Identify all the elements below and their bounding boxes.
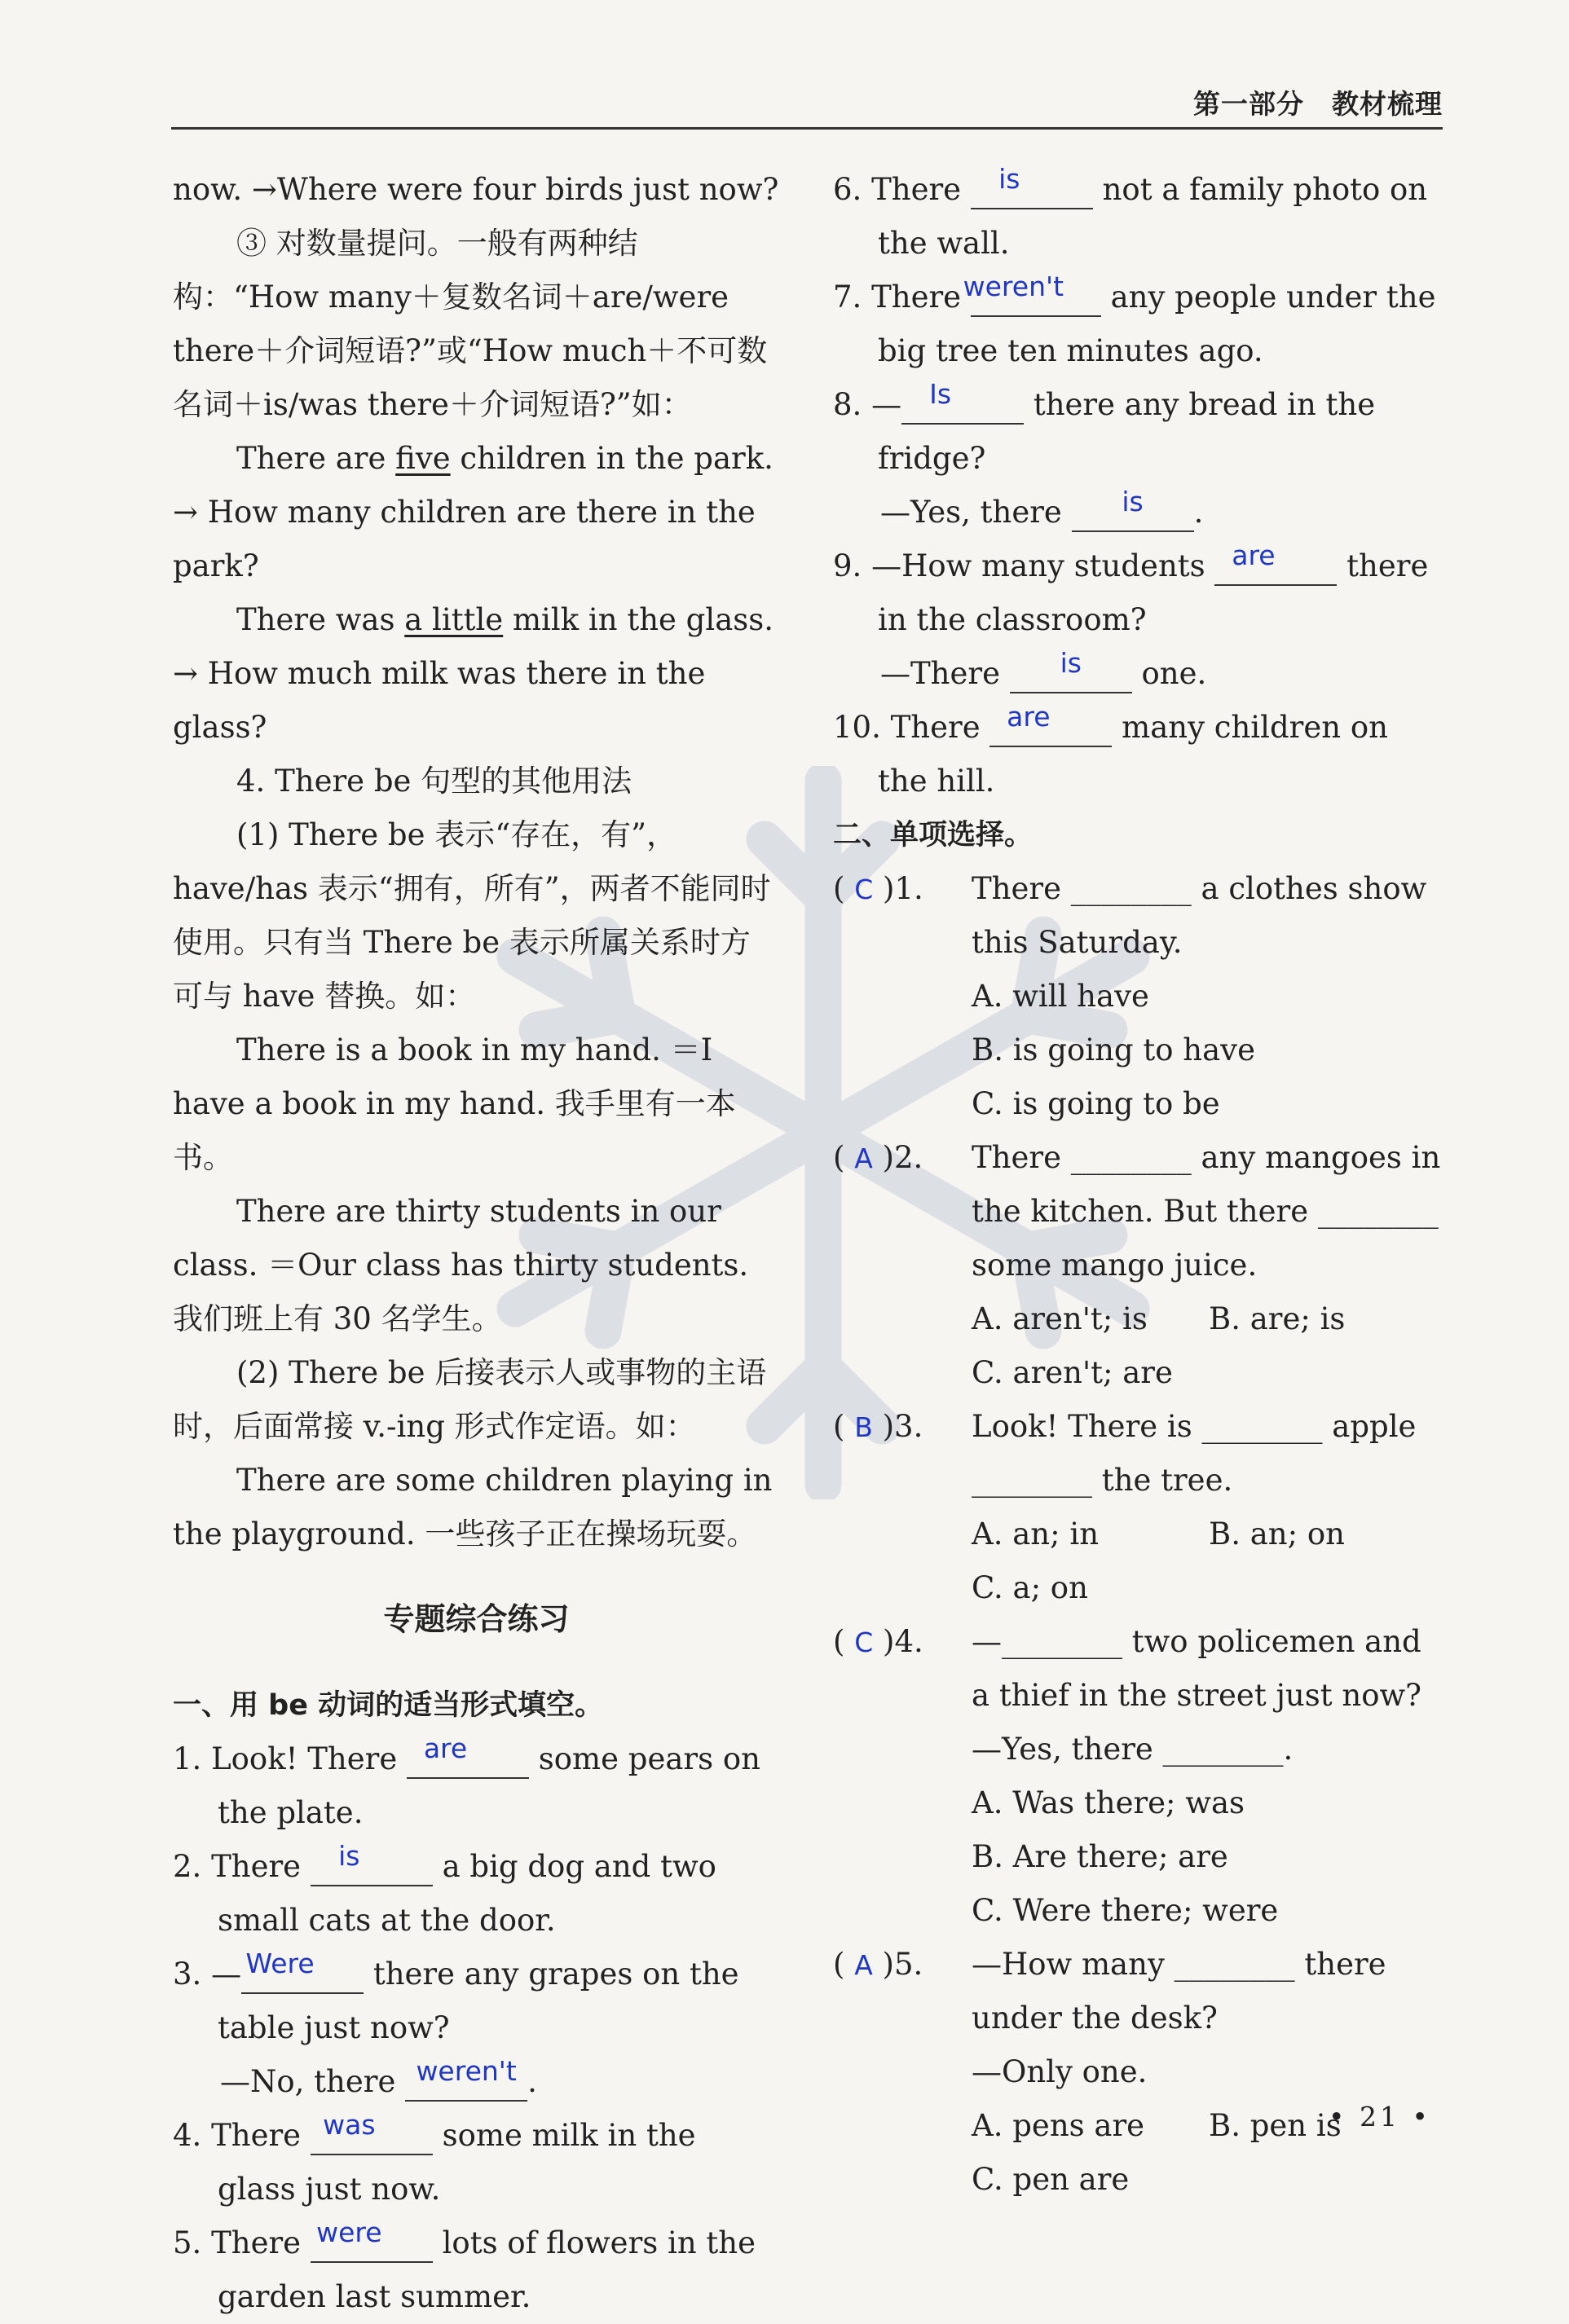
answer-blank[interactable]: is: [311, 1850, 433, 1886]
choice-question-1: ( C )1. There ________ a clothes show this Saturday.: [833, 871, 1427, 960]
question-8: 8. — Is there any bread in the fridge?: [833, 378, 1376, 476]
section-title: 第一部分 教材梳理: [1193, 88, 1443, 120]
page-header: [171, 80, 1443, 130]
question-7: 7. There weren't any people under the big tree ten minutes ago.: [833, 271, 1436, 368]
choice-question-5: ( A )5. —How many ________ there under the desk? —Only one.: [833, 1947, 1386, 2089]
question-8-response: —Yes, there is .: [833, 486, 1446, 539]
rule-ving: (2) There be 后接表示人或事物的主语时，后面常接 v.-ing 形式作定语。如：: [173, 1355, 767, 1444]
example-book: There is a book in my hand. ＝I have a book in my hand. 我手里有一本书。: [173, 1032, 736, 1175]
option[interactable]: B. Are there; are: [972, 1839, 1228, 1874]
question-9-response: —There is one.: [833, 647, 1446, 701]
question-4: 4. There was some milk in the glass just now.: [173, 2109, 696, 2207]
answer-blank[interactable]: is: [1072, 495, 1194, 532]
answer-blank[interactable]: are: [407, 1742, 529, 1779]
answer-blank[interactable]: Were: [241, 1957, 364, 1994]
question-1: 1. Look! There are some pears on the plate.: [173, 1732, 760, 1830]
choice-question-3: ( B )3. Look! There is ________ apple ________ the tree.: [833, 1409, 1417, 1498]
option[interactable]: C. a; on: [972, 1570, 1088, 1605]
answer-blank[interactable]: are: [989, 711, 1112, 747]
answer-blank[interactable]: Is: [901, 388, 1024, 425]
quantity-question-rule: ③ 对数量提问。一般有两种结构：“How many＋复数名词＋are/were there＋介词短语?”或“How much＋不可数名词＋is/was there＋介词短语?”如：: [173, 226, 768, 422]
left-column: [173, 163, 780, 2324]
answer-blank[interactable]: were: [311, 2226, 433, 2263]
answer-blank[interactable]: weren't: [405, 2065, 527, 2102]
option[interactable]: C. Were there; were: [972, 1893, 1279, 1928]
answer-blank[interactable]: is: [1010, 657, 1132, 693]
question-10: 10. There are many children on the hill.: [833, 701, 1388, 799]
question-9: 9. —How many students are there in the classroom?: [833, 539, 1429, 637]
answer-blank[interactable]: is: [971, 173, 1093, 209]
example-children-playing: There are some children playing in the playground. 一些孩子正在操场玩耍。: [173, 1463, 773, 1552]
answer-blank[interactable]: was: [311, 2119, 433, 2155]
example-students: There are thirty students in our class. ＝Our class has thirty students. 我们班上有 30 名学生。: [173, 1194, 749, 1336]
option[interactable]: B. are; is: [1209, 1301, 1346, 1336]
rule-have-vs-there-be: (1) There be 表示“存在，有”，have/has 表示“拥有，所有”，两者不能同时使用。只有当 There be 表示所属关系时方可与 have 替换。如：: [173, 817, 771, 1014]
page-number: • 21 •: [1329, 2101, 1431, 2133]
option[interactable]: C. aren't; are: [972, 1355, 1173, 1390]
option[interactable]: B. is going to have: [972, 1032, 1255, 1067]
option[interactable]: A. an; in: [972, 1516, 1100, 1552]
underlined-word: five: [395, 441, 451, 476]
part-two-heading: 二、单项选择。: [833, 819, 1034, 852]
choice-question-4: ( C )4. —________ two policemen and a thief in the street just now? —Yes, there ________.: [833, 1624, 1421, 1767]
option[interactable]: A. aren't; is: [972, 1301, 1148, 1336]
choice-answer[interactable]: C: [854, 1626, 874, 1658]
question-2: 2. There is a big dog and two small cats at the door.: [173, 1840, 716, 1938]
part-one-heading: 一、用 be 动词的适当形式填空。: [173, 1689, 604, 1722]
example-five-children: There are five children in the park. → How many children are there in the park?: [173, 441, 773, 583]
choice-question-2: ( A )2. There ________ any mangoes in the kitchen. But there ________ some mango juice.: [833, 1140, 1441, 1283]
right-column: [833, 163, 1446, 2207]
answer-blank[interactable]: weren't: [971, 280, 1101, 317]
question-3: 3. — Were there any grapes on the table just now?: [173, 1948, 739, 2045]
example-a-little-milk: There was a little milk in the glass. → How much milk was there in the glass?: [173, 602, 773, 745]
option[interactable]: A. pens are: [972, 2108, 1145, 2143]
question-3-response: —No, there weren't .: [173, 2055, 780, 2109]
choice-answer[interactable]: B: [854, 1411, 873, 1443]
question-5: 5. There were lots of flowers in the garden last summer.: [173, 2216, 756, 2314]
option[interactable]: A. Was there; was: [972, 1785, 1245, 1820]
section-heading: 4. There be 句型的其他用法: [236, 764, 632, 799]
question-6: 6. There is not a family photo on the wall.: [833, 163, 1428, 261]
option[interactable]: C. pen are: [972, 2162, 1130, 2197]
option[interactable]: A. will have: [972, 979, 1149, 1014]
underlined-word: a little: [404, 602, 504, 637]
practice-title: 专题综合练习: [383, 1601, 570, 1637]
option-row: [833, 1292, 1446, 1346]
answer-blank[interactable]: are: [1214, 549, 1337, 586]
option[interactable]: C. is going to be: [972, 1086, 1220, 1121]
choice-answer[interactable]: A: [854, 1949, 873, 1981]
option-row: [833, 1508, 1446, 1561]
option[interactable]: B. an; on: [1209, 1516, 1345, 1552]
text-line: now. →Where were four birds just now?: [173, 172, 779, 207]
choice-answer[interactable]: A: [854, 1142, 873, 1174]
option[interactable]: B. pen is: [1209, 2108, 1342, 2143]
choice-answer[interactable]: C: [854, 874, 874, 905]
